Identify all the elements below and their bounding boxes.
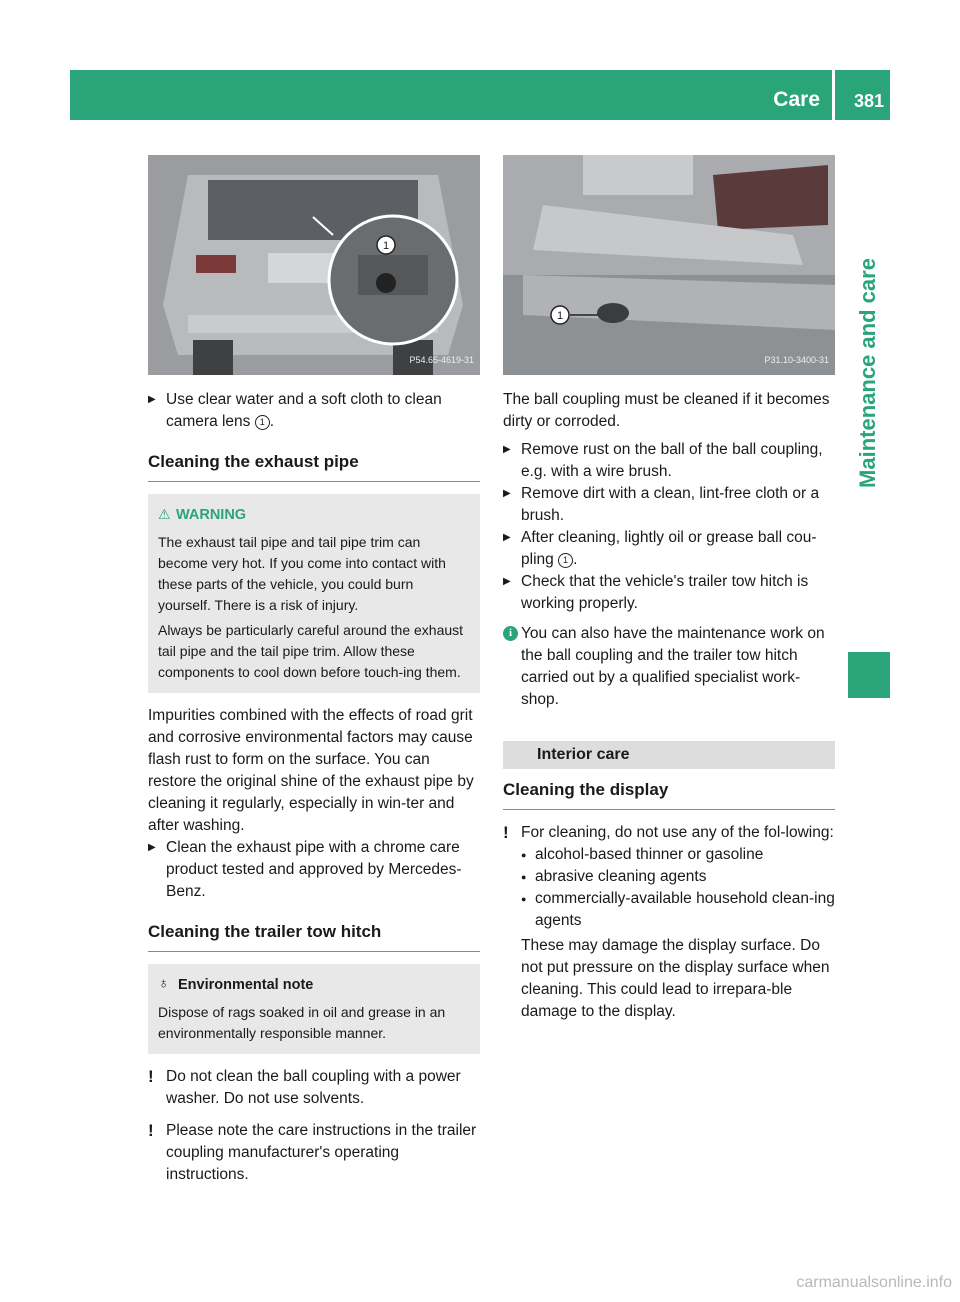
camera-lens-photo [148, 155, 480, 375]
warning-box [148, 494, 480, 693]
footer-watermark: carmanualsonline.info [796, 1274, 952, 1291]
bumper-illustration [503, 155, 835, 375]
note-text: Do not clean the ball coupling with a power washer. Do not use solvents. [166, 1068, 461, 1107]
display-note [503, 822, 835, 844]
environment-text: Dispose of rags soaked in oil and grease in an environmentally responsible manner. [158, 1004, 446, 1041]
page-number: 381 [853, 91, 884, 111]
section-band: Interior care [503, 741, 835, 769]
callout-number: 1 [255, 415, 270, 430]
right-column [503, 155, 835, 1023]
heading-display: Cleaning the display [503, 779, 835, 810]
info-text: You can also have the maintenance work on the ball coupling and the trailer tow hitch carried out by a qualified specialist work-shop. [521, 625, 825, 708]
coupling-step-4: ▶ Check that the vehicle's trailer tow hitch is working properly. [503, 571, 835, 615]
heading-exhaust: Cleaning the exhaust pipe [148, 451, 480, 482]
bullet-item: ● commercially-available household clean-ing agents [503, 888, 835, 932]
exclamation-icon: ! [503, 823, 509, 842]
coupling-paragraph: The ball coupling must be cleaned if it becomes dirty or corroded. [503, 391, 830, 430]
bullet-item: ● alcohol-based thinner or gasoline [503, 844, 835, 866]
warning-text-2: Always be particularly careful around the exhaust tail pipe and the tail pipe trim. Allow these components to cool down before touch-ing them. [158, 622, 464, 680]
side-tab-label: Maintenance and care [855, 258, 880, 488]
bullet-item: ● abrasive cleaning agents [503, 866, 835, 888]
photo-caption: P54.65-4619-31 [409, 355, 474, 365]
note-power-washer [148, 1066, 480, 1110]
callout-number: 1 [558, 553, 573, 568]
header-section-title: Care [773, 88, 820, 111]
note-care-instructions [148, 1120, 480, 1186]
environment-box [148, 964, 480, 1054]
display-note-text: For cleaning, do not use any of the fol-lowing: [521, 824, 834, 841]
car-rear-illustration [148, 155, 480, 375]
exhaust-paragraph: Impurities combined with the effects of road grit and corrosive environmental factors may cause flash rust to form on the surface. You can restore the original shine of the exhaust pipe by cleaning it regularly, especially in win-ter and after washing. [148, 707, 474, 834]
info-icon: i [503, 626, 518, 641]
ball-coupling-photo [503, 155, 835, 375]
camera-step-text: Use clear water and a soft cloth to clean camera lens [166, 391, 442, 430]
coupling-step-3: ▶ After cleaning, lightly oil or grease ball cou-pling 1 . [503, 527, 835, 571]
coupling-step-1: ▶ Remove rust on the ball of the ball coupling, e.g. with a wire brush. [503, 439, 835, 483]
warning-text-1: The exhaust tail pipe and tail pipe trim can become very hot. If you come into contact with these parts of the vehicle, you could burn yourself. There is a risk of injury. [158, 534, 446, 613]
header-separator [832, 70, 835, 120]
camera-step: ▶ Use clear water and a soft cloth to clean camera lens 1 . [148, 389, 480, 433]
warning-icon: ⚠ [158, 506, 171, 522]
photo-caption: P31.10-3400-31 [764, 355, 829, 365]
exclamation-icon: ! [148, 1067, 154, 1086]
side-block [848, 652, 890, 698]
footer [0, 1262, 960, 1302]
header-bar [70, 70, 890, 120]
side-tab [848, 130, 890, 650]
heading-trailer: Cleaning the trailer tow hitch [148, 921, 480, 952]
warning-title: WARNING [176, 507, 247, 523]
coupling-step-2: ▶ Remove dirt with a clean, lint-free cloth or a brush. [503, 483, 835, 527]
exhaust-step: ▶ Clean the exhaust pipe with a chrome care product tested and approved by Mercedes-Benz. [148, 837, 480, 903]
svg-text:1: 1 [382, 240, 390, 252]
info-note [503, 623, 835, 711]
display-paragraph: These may damage the display surface. Do not put pressure on the display surface when cleaning. This could lead to irrepara-ble damage to the display. [521, 937, 830, 1020]
svg-text:1: 1 [556, 310, 564, 322]
exclamation-icon: ! [148, 1121, 154, 1140]
leaf-icon: ♁ [158, 975, 170, 992]
environment-title: Environmental note [178, 977, 314, 993]
note-text: Please note the care instructions in the trailer coupling manufacturer's operating instructions. [166, 1122, 477, 1183]
coupling-step-3-text: After cleaning, lightly oil or grease ball cou-pling [521, 529, 817, 568]
left-column [148, 155, 480, 1186]
